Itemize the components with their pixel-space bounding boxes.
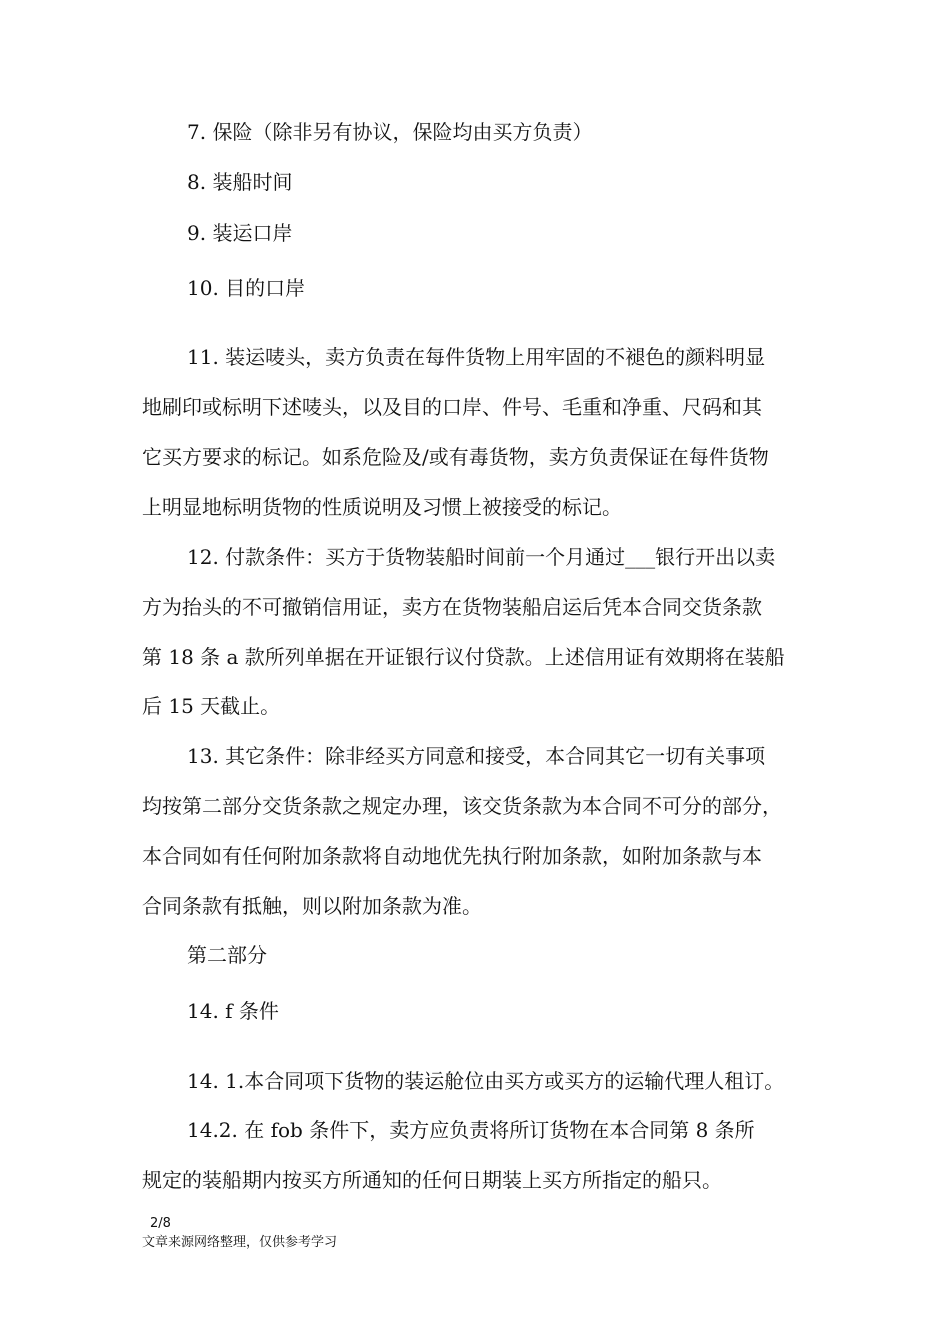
item-13-line-1: 13. 其它条件：除非经买方同意和接受，本合同其它一切有关事项 (187, 744, 766, 768)
item-14-2-line-2: 规定的装船期内按买方所通知的任何日期装上买方所指定的船只。 (142, 1168, 722, 1192)
item-12-line-1: 12. 付款条件：买方于货物装船时间前一个月通过___银行开出以卖 (187, 545, 776, 569)
item-14-heading: 14. f 条件 (187, 999, 279, 1023)
item-11-line-1: 11. 装运唛头，卖方负责在每件货物上用牢固的不褪色的颜料明显 (187, 345, 766, 369)
item-13-line-4: 合同条款有抵触，则以附加条款为准。 (142, 894, 482, 918)
item-9-loading-port: 9. 装运口岸 (187, 221, 293, 245)
item-12-line-2: 方为抬头的不可撤销信用证，卖方在货物装船启运后凭本合同交货条款 (142, 595, 762, 619)
item-12-line-4: 后 15 天截止。 (142, 694, 281, 718)
item-7-insurance: 7. 保险（除非另有协议，保险均由买方负责） (187, 120, 593, 144)
item-13-line-3: 本合同如有任何附加条款将自动地优先执行附加条款，如附加条款与本 (142, 844, 762, 868)
section-2-heading: 第二部分 (187, 943, 267, 967)
item-14-1: 14. 1.本合同项下货物的装运舱位由买方或买方的运输代理人租订。 (187, 1069, 785, 1093)
item-11-line-4: 上明显地标明货物的性质说明及习惯上被接受的标记。 (142, 495, 622, 519)
page-number: 2/8 (150, 1216, 171, 1231)
item-11-line-2: 地刷印或标明下述唛头，以及目的口岸、件号、毛重和净重、尺码和其 (142, 395, 762, 419)
item-10-destination-port: 10. 目的口岸 (187, 276, 306, 300)
item-11-line-3: 它买方要求的标记。如系危险及/或有毒货物，卖方负责保证在每件货物 (142, 445, 769, 469)
footer-note: 文章来源网络整理，仅供参考学习 (142, 1235, 338, 1250)
item-13-line-2: 均按第二部分交货条款之规定办理，该交货条款为本合同不可分的部分， (142, 794, 782, 818)
item-8-shipment-time: 8. 装船时间 (187, 170, 293, 194)
item-12-line-3: 第 18 条 a 款所列单据在开证银行议付贷款。上述信用证有效期将在装船 (142, 645, 785, 669)
item-14-2-line-1: 14.2. 在 fob 条件下，卖方应负责将所订货物在本合同第 8 条所 (187, 1118, 755, 1142)
